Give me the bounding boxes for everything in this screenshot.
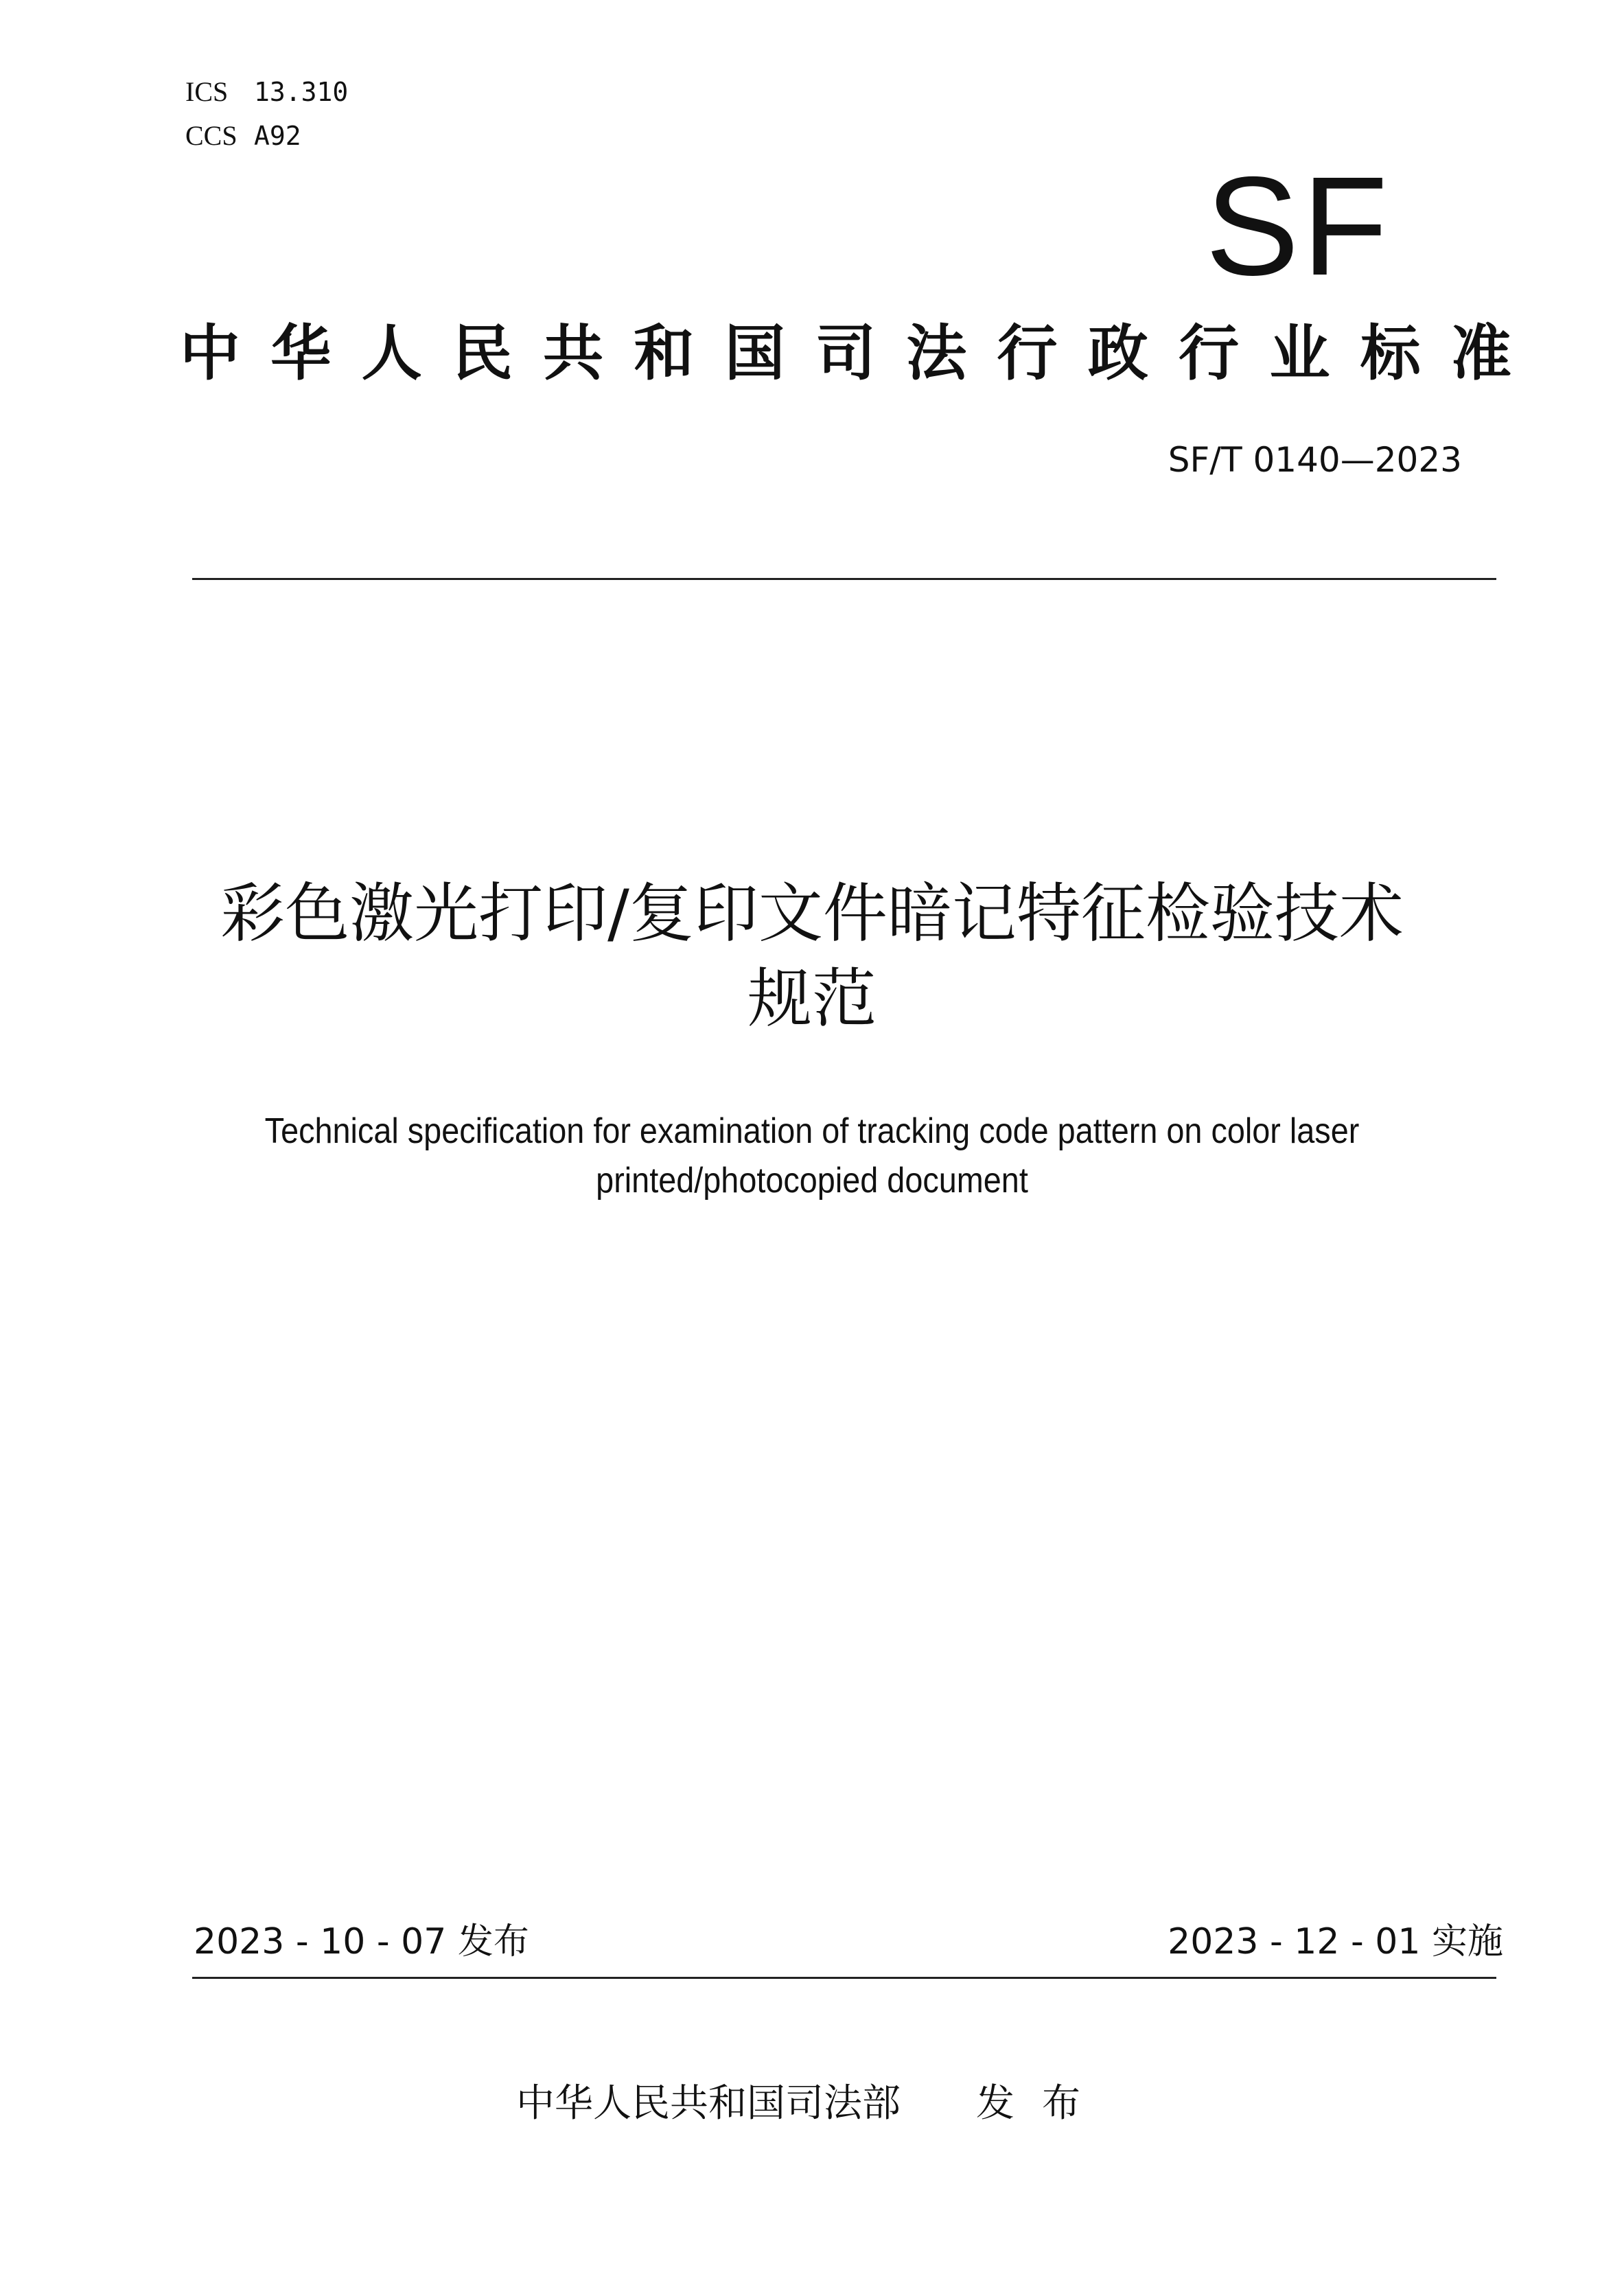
ccs-code (185, 121, 301, 151)
implementation-date: 2023 - 12 - 01 实施 (1168, 1921, 1503, 1962)
standard-type-heading: 中华人民共和国司法行政行业标准 (180, 318, 1511, 389)
title-cn-line-1: 彩色激光打印/复印文件暗记特征检验技术 (220, 877, 1404, 951)
publisher-line (0, 2080, 1624, 2128)
publisher-name: 中华人民共和国司法部 (516, 2081, 901, 2126)
ics-code (185, 77, 348, 107)
standard-number: SF/T 0140—2023 (1168, 440, 1462, 480)
issue-date: 2023 - 10 - 07 发布 (194, 1921, 529, 1962)
footer-divider (192, 1977, 1496, 1979)
document-title-cn (137, 872, 1487, 1042)
sf-logo: SF (1205, 148, 1391, 305)
document-title-en (235, 1106, 1388, 1205)
title-en-line-2: printed/photocopied document (596, 1161, 1028, 1201)
title-en-line-1: Technical specification for examination of tracking code pattern on color laser (264, 1111, 1360, 1151)
ccs-value: A92 (254, 121, 301, 151)
header-divider (192, 578, 1496, 580)
title-cn-line-2: 规范 (747, 962, 877, 1036)
ccs-label: CCS (185, 120, 237, 151)
publish-action: 发布 (976, 2081, 1108, 2126)
ics-label: ICS (185, 76, 229, 107)
ics-value: 13.310 (254, 77, 349, 107)
